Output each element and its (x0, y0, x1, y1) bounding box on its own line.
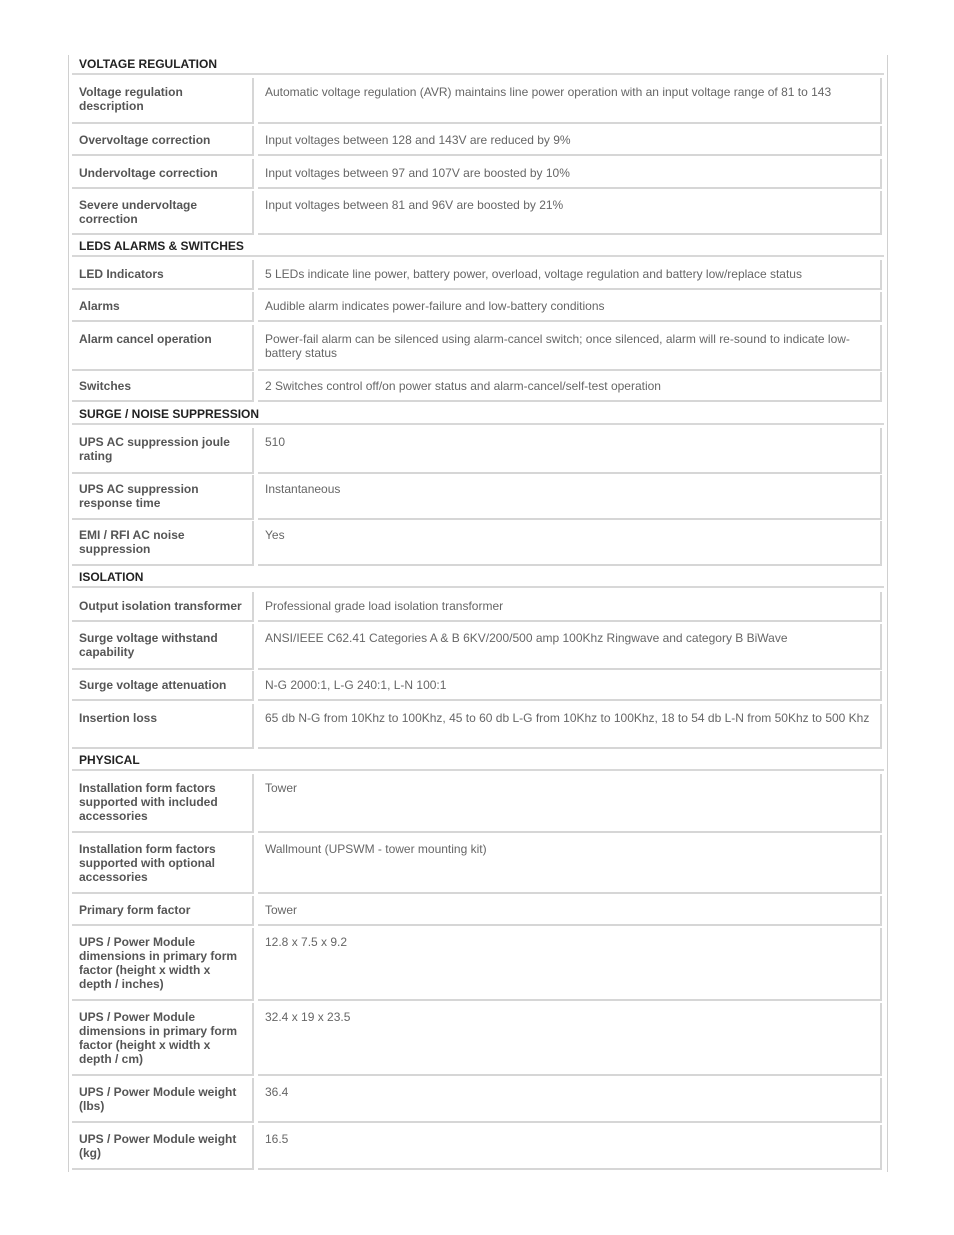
spec-value: Input voltages between 97 and 107V are boosted by 10% (258, 159, 882, 189)
section-header-voltage-regulation: VOLTAGE REGULATION (72, 55, 884, 75)
spec-label: UPS / Power Module dimensions in primary form factor (height x width x depth / cm) (72, 1003, 254, 1076)
spec-value: Power-fail alarm can be silenced using alarm-cancel switch; once silenced, alarm will re-sound to indicate low-battery status (258, 325, 882, 371)
spec-value: 16.5 (258, 1125, 882, 1170)
spec-value: Professional grade load isolation transformer (258, 592, 882, 622)
spec-label: Overvoltage correction (72, 126, 254, 156)
spec-value: ANSI/IEEE C62.41 Categories A & B 6KV/200/500 amp 100Khz Ringwave and category B BiWave (258, 624, 882, 670)
spec-label: UPS / Power Module dimensions in primary form factor (height x width x depth / inches) (72, 928, 254, 1001)
spec-label: Primary form factor (72, 896, 254, 926)
spec-label: Alarms (72, 292, 254, 322)
spec-label: Severe undervoltage correction (72, 191, 254, 235)
spec-value: Tower (258, 896, 882, 926)
spec-label: LED Indicators (72, 260, 254, 290)
spec-label: Installation form factors supported with optional accessories (72, 835, 254, 894)
spec-label: UPS / Power Module weight (lbs) (72, 1078, 254, 1123)
spec-label: Output isolation transformer (72, 592, 254, 622)
spec-value: Instantaneous (258, 475, 882, 520)
spec-value: 12.8 x 7.5 x 9.2 (258, 928, 882, 1001)
spec-value: Input voltages between 81 and 96V are boosted by 21% (258, 191, 882, 235)
spec-label: UPS AC suppression joule rating (72, 428, 254, 474)
spec-label: Surge voltage attenuation (72, 671, 254, 701)
spec-label: UPS AC suppression response time (72, 475, 254, 520)
spec-sheet (68, 55, 888, 1172)
spec-value: Audible alarm indicates power-failure and low-battery conditions (258, 292, 882, 322)
spec-value: 65 db N-G from 10Khz to 100Khz, 45 to 60 db L-G from 10Khz to 100Khz, 18 to 54 db L-N from 50Khz to 500 Khz (258, 704, 882, 749)
spec-label: Switches (72, 372, 254, 402)
spec-label: EMI / RFI AC noise suppression (72, 521, 254, 566)
section-header-leds-alarms-switches: LEDS ALARMS & SWITCHES (72, 237, 884, 257)
spec-value: 32.4 x 19 x 23.5 (258, 1003, 882, 1076)
section-header-physical: PHYSICAL (72, 751, 884, 771)
spec-value: 510 (258, 428, 882, 474)
spec-label: Undervoltage correction (72, 159, 254, 189)
spec-value: Yes (258, 521, 882, 566)
spec-label: UPS / Power Module weight (kg) (72, 1125, 254, 1170)
spec-label: Installation form factors supported with included accessories (72, 774, 254, 833)
spec-label: Surge voltage withstand capability (72, 624, 254, 670)
spec-value: Automatic voltage regulation (AVR) maintains line power operation with an input voltage range of 81 to 143 (258, 78, 882, 124)
spec-value: 36.4 (258, 1078, 882, 1123)
spec-value: 2 Switches control off/on power status and alarm-cancel/self-test operation (258, 372, 882, 402)
section-header-surge-noise-suppression: SURGE / NOISE SUPPRESSION (72, 405, 884, 425)
spec-value: Wallmount (UPSWM - tower mounting kit) (258, 835, 882, 894)
section-header-isolation: ISOLATION (72, 568, 884, 588)
spec-value: Input voltages between 128 and 143V are reduced by 9% (258, 126, 882, 156)
spec-label: Voltage regulation description (72, 78, 254, 124)
spec-value: Tower (258, 774, 882, 833)
spec-value: N-G 2000:1, L-G 240:1, L-N 100:1 (258, 671, 882, 701)
spec-label: Alarm cancel operation (72, 325, 254, 371)
spec-value: 5 LEDs indicate line power, battery power, overload, voltage regulation and battery low/replace status (258, 260, 882, 290)
spec-label: Insertion loss (72, 704, 254, 749)
